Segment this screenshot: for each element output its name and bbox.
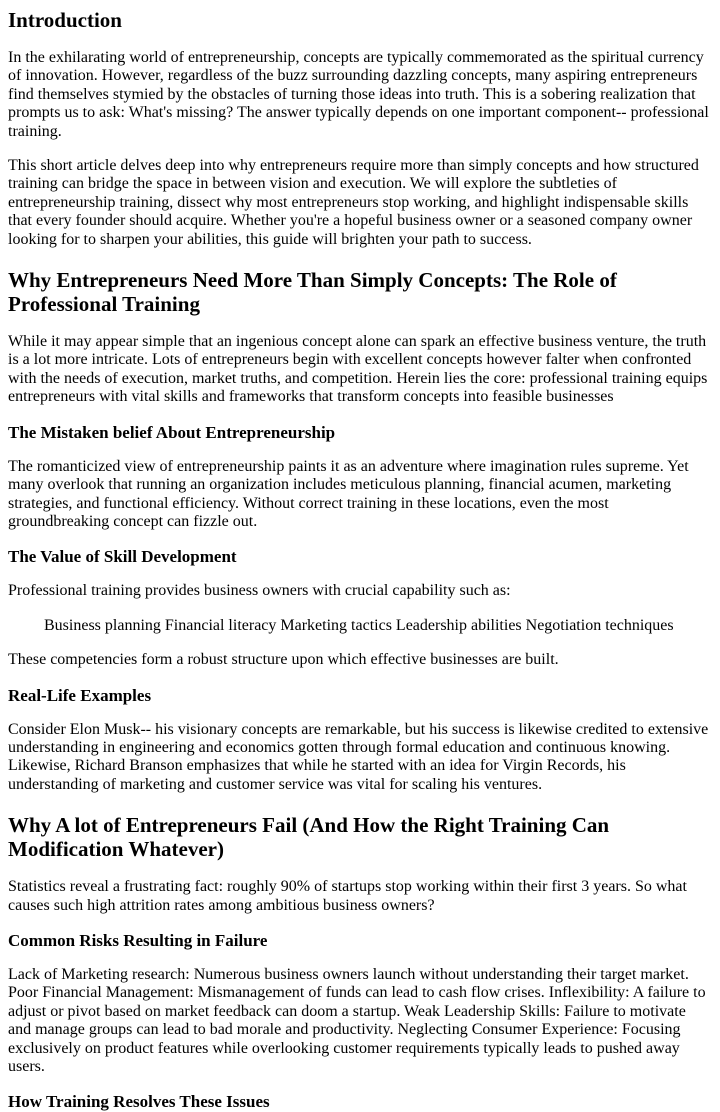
- skills-paragraph-1: Professional training provides business owners with crucial capability such as:: [8, 582, 511, 600]
- intro-heading: Introduction: [8, 8, 122, 32]
- fail-heading: Why A lot of Entrepreneurs Fail (And How the Right Training Can Modification Whatever): [8, 813, 610, 862]
- why-more-heading: Why Entrepreneurs Need More Than Simply Concepts: The Role of Professional Training: [8, 268, 617, 317]
- skills-list: Business planning Financial literacy Marketing tactics Leadership abilities Negotiation techniques: [44, 616, 674, 634]
- myth-heading: The Mistaken belief About Entrepreneurship: [8, 422, 336, 442]
- resolves-heading: How Training Resolves These Issues: [8, 1092, 270, 1112]
- examples-paragraph: Consider Elon Musk-- his visionary concepts are remarkable, but his success is likewise credited to extensive understanding in engineering and economics gotten through formal education and continuous knowing. Likewise, Richard Branson emphasizes that while he started with an idea for Virgin Records, his understanding of marketing and customer service was vital for scaling his ventures.: [8, 720, 709, 793]
- why-more-paragraph: While it may appear simple that an ingenious concept alone can spark an effective business venture, the truth is a lot more intricate. Lots of entrepreneurs begin with excellent concepts however falter when confronted with the needs of execution, market truths, and competition. Herein lies the core: professional training equips entrepreneurs with vital skills and frameworks that transform concepts into feasible businesses: [8, 333, 708, 406]
- fail-paragraph: Statistics reveal a frustrating fact: roughly 90% of startups stop working within their first 3 years. So what causes such high attrition rates among ambitious business owners?: [8, 878, 687, 914]
- intro-paragraph-1: In the exhilarating world of entrepreneurship, concepts are typically commemorated as the spiritual currency of innovation. However, regardless of the buzz surrounding dazzling concepts, many aspiring entrepreneurs find themselves stymied by the obstacles of turning those ideas into truth. This is a sobering realization that prompts us to ask: What's missing? The answer typically depends on one important component-- professional training.: [8, 49, 709, 140]
- article: [0, 8, 720, 1112]
- risks-heading: Common Risks Resulting in Failure: [8, 930, 268, 950]
- intro-paragraph-2: This short article delves deep into why entrepreneurs require more than simply concepts and how structured training can bridge the space in between vision and execution. We will explore the subtleties of entrepreneurship training, dissect why most entrepreneurs stop working, and highlight indispensable skills that every founder should acquire. Whether you're a hopeful business owner or a seasoned company owner looking for to sharpen your abilities, this guide will brighten your path to success.: [8, 157, 699, 248]
- myth-paragraph: The romanticized view of entrepreneurship paints it as an adventure where imagination rules supreme. Yet many overlook that running an organization includes meticulous planning, financial acumen, marketing strategies, and functional efficiency. Without correct training in these locations, even the most groundbreaking concept can fizzle out.: [8, 457, 689, 530]
- examples-heading: Real-Life Examples: [8, 685, 152, 705]
- risks-paragraph: Lack of Marketing research: Numerous business owners launch without understanding their target market. Poor Financial Management: Mismanagement of funds can lead to cash flow crises. Inflexibility: A failure to adjust or pivot based on market feedback can doom a startup. Weak Leadership Skills: Failure to motivate and manage groups can lead to bad morale and productivity. Neglecting Consumer Experience: Focusing exclusively on product features while overlooking customer requirements typically leads to pushed away users.: [8, 965, 706, 1075]
- skills-heading: The Value of Skill Development: [8, 547, 237, 567]
- skills-paragraph-2: These competencies form a robust structure upon which effective businesses are built.: [8, 651, 559, 669]
